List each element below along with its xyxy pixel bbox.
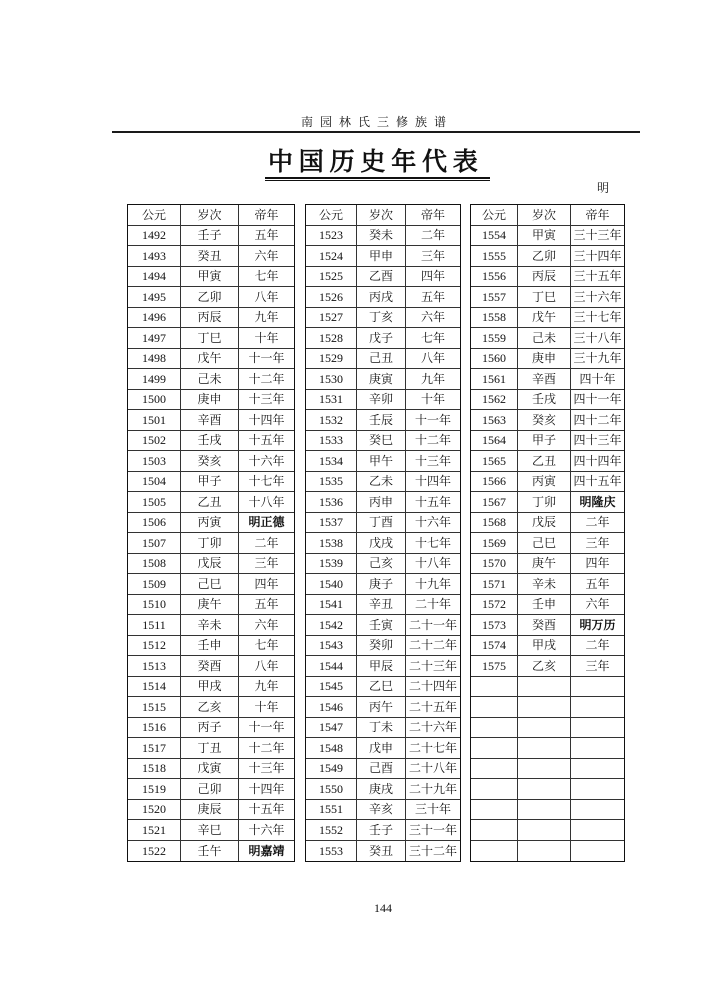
ganzhi-cell: 戊辰: [518, 513, 571, 534]
year-cell: [471, 677, 518, 698]
year-cell: 1501: [128, 410, 181, 431]
reign-cell: 四十年: [571, 369, 624, 390]
reign-cell: 三年: [571, 656, 624, 677]
year-cell: 1534: [306, 451, 357, 472]
year-cell: 1494: [128, 267, 181, 288]
year-cell: 1546: [306, 697, 357, 718]
reign-cell: 十四年: [239, 410, 294, 431]
reign-cell: 三年: [571, 533, 624, 554]
reign-cell: 十六年: [239, 820, 294, 841]
year-cell: 1564: [471, 431, 518, 452]
year-cell: 1524: [306, 246, 357, 267]
reign-cell: 五年: [406, 287, 460, 308]
reign-cell: 十五年: [406, 492, 460, 513]
reign-cell: 四年: [406, 267, 460, 288]
year-cell: 1508: [128, 554, 181, 575]
year-cell: 1556: [471, 267, 518, 288]
year-cell: [471, 718, 518, 739]
ganzhi-cell: 壬子: [357, 820, 406, 841]
year-cell: 1538: [306, 533, 357, 554]
ganzhi-cell: [518, 718, 571, 739]
ganzhi-cell: 壬子: [181, 226, 239, 247]
ganzhi-cell: 壬午: [181, 841, 239, 862]
year-cell: 1537: [306, 513, 357, 534]
ganzhi-cell: 丙寅: [518, 472, 571, 493]
year-cell: 1559: [471, 328, 518, 349]
ganzhi-cell: 丙寅: [181, 513, 239, 534]
ganzhi-cell: 甲子: [181, 472, 239, 493]
ganzhi-cell: 己未: [518, 328, 571, 349]
reign-cell: 三十四年: [571, 246, 624, 267]
ganzhi-cell: [518, 738, 571, 759]
ganzhi-cell: 庚申: [518, 349, 571, 370]
ganzhi-cell: 丁巳: [181, 328, 239, 349]
reign-cell: 二年: [571, 636, 624, 657]
reign-cell: 二十四年: [406, 677, 460, 698]
year-cell: 1531: [306, 390, 357, 411]
reign-cell: [571, 800, 624, 821]
year-cell: 1569: [471, 533, 518, 554]
reign-cell: [571, 779, 624, 800]
reign-cell: 二十二年: [406, 636, 460, 657]
reign-cell: [571, 820, 624, 841]
year-cell: 1567: [471, 492, 518, 513]
reign-cell: 三十八年: [571, 328, 624, 349]
reign-cell: 六年: [571, 595, 624, 616]
year-cell: 1550: [306, 779, 357, 800]
year-column-header: 公元: [306, 205, 357, 226]
year-cell: 1526: [306, 287, 357, 308]
reign-cell: 二十九年: [406, 779, 460, 800]
ganzhi-cell: 丁酉: [357, 513, 406, 534]
reign-cell: 二年: [406, 226, 460, 247]
header-rule: [112, 131, 640, 133]
reign-cell: 四年: [571, 554, 624, 575]
reign-cell: 十一年: [239, 349, 294, 370]
year-cell: 1492: [128, 226, 181, 247]
year-cell: 1545: [306, 677, 357, 698]
reign-cell: 十七年: [406, 533, 460, 554]
year-cell: 1518: [128, 759, 181, 780]
reign-cell: 三十六年: [571, 287, 624, 308]
reign-cell: 十年: [406, 390, 460, 411]
ganzhi-cell: 丁卯: [518, 492, 571, 513]
reign-cell: 十五年: [239, 431, 294, 452]
reign-cell: 七年: [239, 267, 294, 288]
year-cell: 1503: [128, 451, 181, 472]
ganzhi-cell: 丁卯: [181, 533, 239, 554]
ganzhi-cell: 己巳: [181, 574, 239, 595]
reign-cell: 十六年: [239, 451, 294, 472]
reign-cell: 三年: [239, 554, 294, 575]
year-cell: [471, 738, 518, 759]
reign-cell: 十年: [239, 328, 294, 349]
reign-cell: 明隆庆: [571, 492, 624, 513]
ganzhi-cell: 乙丑: [181, 492, 239, 513]
reign-cell: 十八年: [406, 554, 460, 575]
reign-cell: 二十一年: [406, 615, 460, 636]
ganzhi-cell: 癸亥: [181, 451, 239, 472]
ganzhi-cell: 乙亥: [518, 656, 571, 677]
reign-cell: 二十年: [406, 595, 460, 616]
ganzhi-cell: 戊午: [181, 349, 239, 370]
reign-cell: 六年: [239, 615, 294, 636]
reign-cell: 五年: [571, 574, 624, 595]
year-cell: 1500: [128, 390, 181, 411]
dynasty-label: 明: [597, 181, 610, 195]
ganzhi-cell: 乙卯: [181, 287, 239, 308]
reign-column-header: 帝年: [406, 205, 460, 226]
ganzhi-cell: 癸酉: [518, 615, 571, 636]
year-cell: 1521: [128, 820, 181, 841]
year-cell: 1542: [306, 615, 357, 636]
ganzhi-cell: 癸未: [357, 226, 406, 247]
reign-cell: 九年: [406, 369, 460, 390]
year-cell: [471, 800, 518, 821]
ganzhi-cell: 癸丑: [181, 246, 239, 267]
ganzhi-cell: 戊申: [357, 738, 406, 759]
ganzhi-cell: 丁巳: [518, 287, 571, 308]
ganzhi-column-header: 岁次: [181, 205, 239, 226]
reign-cell: 十八年: [239, 492, 294, 513]
reign-cell: 六年: [239, 246, 294, 267]
reign-cell: 明正德: [239, 513, 294, 534]
year-column-header: 公元: [471, 205, 518, 226]
ganzhi-cell: 辛未: [181, 615, 239, 636]
year-cell: 1525: [306, 267, 357, 288]
ganzhi-cell: 庚辰: [181, 800, 239, 821]
ganzhi-cell: 己酉: [357, 759, 406, 780]
year-cell: 1571: [471, 574, 518, 595]
year-cell: 1511: [128, 615, 181, 636]
ganzhi-cell: 己巳: [518, 533, 571, 554]
ganzhi-cell: 壬申: [518, 595, 571, 616]
reign-cell: [571, 759, 624, 780]
year-cell: 1520: [128, 800, 181, 821]
reign-cell: 五年: [239, 226, 294, 247]
year-cell: 1506: [128, 513, 181, 534]
reign-cell: 八年: [239, 656, 294, 677]
year-cell: 1498: [128, 349, 181, 370]
ganzhi-cell: [518, 677, 571, 698]
year-cell: 1575: [471, 656, 518, 677]
ganzhi-cell: 丙辰: [181, 308, 239, 329]
year-cell: 1515: [128, 697, 181, 718]
ganzhi-cell: 戊辰: [181, 554, 239, 575]
reign-cell: 十一年: [406, 410, 460, 431]
reign-cell: 十九年: [406, 574, 460, 595]
ganzhi-cell: 辛亥: [357, 800, 406, 821]
reign-cell: 三年: [406, 246, 460, 267]
ganzhi-cell: 戊戌: [357, 533, 406, 554]
year-cell: 1507: [128, 533, 181, 554]
year-cell: 1563: [471, 410, 518, 431]
year-cell: 1522: [128, 841, 181, 862]
ganzhi-cell: [518, 820, 571, 841]
reign-cell: 三十三年: [571, 226, 624, 247]
year-cell: 1523: [306, 226, 357, 247]
ganzhi-cell: 壬戌: [518, 390, 571, 411]
ganzhi-cell: [518, 800, 571, 821]
reign-cell: 六年: [406, 308, 460, 329]
reign-cell: 三十五年: [571, 267, 624, 288]
year-cell: 1539: [306, 554, 357, 575]
ganzhi-cell: 甲午: [357, 451, 406, 472]
ganzhi-cell: 丙午: [357, 697, 406, 718]
year-cell: 1514: [128, 677, 181, 698]
year-cell: 1547: [306, 718, 357, 739]
reign-cell: 八年: [239, 287, 294, 308]
reign-cell: [571, 677, 624, 698]
ganzhi-cell: 乙卯: [518, 246, 571, 267]
reign-cell: 十三年: [239, 390, 294, 411]
reign-cell: 二十六年: [406, 718, 460, 739]
ganzhi-cell: 丁亥: [357, 308, 406, 329]
year-cell: 1495: [128, 287, 181, 308]
reign-cell: 明万历: [571, 615, 624, 636]
year-cell: 1540: [306, 574, 357, 595]
reign-cell: 四年: [239, 574, 294, 595]
reign-cell: 十一年: [239, 718, 294, 739]
reign-cell: 四十四年: [571, 451, 624, 472]
page-number: 144: [374, 901, 392, 915]
ganzhi-cell: 壬戌: [181, 431, 239, 452]
ganzhi-cell: 辛卯: [357, 390, 406, 411]
ganzhi-cell: [518, 779, 571, 800]
ganzhi-cell: 己丑: [357, 349, 406, 370]
year-cell: [471, 820, 518, 841]
reign-cell: 九年: [239, 677, 294, 698]
reign-cell: 十四年: [239, 779, 294, 800]
reign-cell: 十二年: [239, 738, 294, 759]
chronology-table-3: [470, 204, 625, 862]
reign-cell: [571, 718, 624, 739]
ganzhi-cell: 乙丑: [518, 451, 571, 472]
ganzhi-cell: 庚申: [181, 390, 239, 411]
reign-cell: 二十五年: [406, 697, 460, 718]
chronology-table-1: [127, 204, 295, 862]
year-cell: 1544: [306, 656, 357, 677]
ganzhi-cell: 甲戌: [181, 677, 239, 698]
reign-cell: 十二年: [239, 369, 294, 390]
ganzhi-column-header: 岁次: [518, 205, 571, 226]
year-cell: 1502: [128, 431, 181, 452]
ganzhi-cell: 乙亥: [181, 697, 239, 718]
reign-cell: 九年: [239, 308, 294, 329]
ganzhi-cell: 壬申: [181, 636, 239, 657]
ganzhi-cell: 戊子: [357, 328, 406, 349]
reign-cell: [571, 697, 624, 718]
ganzhi-cell: 癸酉: [181, 656, 239, 677]
ganzhi-column-header: 岁次: [357, 205, 406, 226]
year-cell: 1513: [128, 656, 181, 677]
reign-cell: 三十年: [406, 800, 460, 821]
reign-cell: 十年: [239, 697, 294, 718]
ganzhi-cell: 辛丑: [357, 595, 406, 616]
book-title: 南园林氏三修族谱: [301, 115, 454, 129]
year-cell: 1535: [306, 472, 357, 493]
reign-cell: 十七年: [239, 472, 294, 493]
ganzhi-cell: 丁丑: [181, 738, 239, 759]
year-cell: 1510: [128, 595, 181, 616]
ganzhi-cell: 戊寅: [181, 759, 239, 780]
year-cell: 1562: [471, 390, 518, 411]
ganzhi-cell: 己亥: [357, 554, 406, 575]
year-cell: 1541: [306, 595, 357, 616]
year-cell: 1573: [471, 615, 518, 636]
reign-cell: 三十二年: [408, 843, 457, 858]
reign-cell: 四十二年: [571, 410, 624, 431]
reign-cell: 二十三年: [406, 656, 460, 677]
ganzhi-cell: 癸巳: [357, 431, 406, 452]
ganzhi-cell: 庚寅: [357, 369, 406, 390]
year-cell: 1574: [471, 636, 518, 657]
ganzhi-cell: 庚子: [357, 574, 406, 595]
reign-cell: 十三年: [239, 759, 294, 780]
reign-cell: [571, 738, 624, 759]
year-cell: 1552: [306, 820, 357, 841]
ganzhi-cell: 甲辰: [357, 656, 406, 677]
ganzhi-cell: 甲子: [518, 431, 571, 452]
ganzhi-cell: 壬寅: [357, 615, 406, 636]
year-cell: 1505: [128, 492, 181, 513]
year-cell: 1543: [306, 636, 357, 657]
year-cell: 1548: [306, 738, 357, 759]
reign-cell: 二年: [239, 533, 294, 554]
reign-cell: 三十七年: [571, 308, 624, 329]
reign-cell: 三十九年: [571, 349, 624, 370]
ganzhi-cell: 庚午: [518, 554, 571, 575]
year-cell: 1528: [306, 328, 357, 349]
ganzhi-cell: 丙子: [181, 718, 239, 739]
ganzhi-cell: 乙酉: [357, 267, 406, 288]
year-cell: 1529: [306, 349, 357, 370]
ganzhi-cell: [518, 759, 571, 780]
year-cell: 1493: [128, 246, 181, 267]
ganzhi-cell: 丁未: [357, 718, 406, 739]
year-cell: 1533: [306, 431, 357, 452]
reign-cell: 十五年: [239, 800, 294, 821]
year-cell: 1568: [471, 513, 518, 534]
year-cell: [471, 697, 518, 718]
page-title: 中国历史年代表: [268, 149, 484, 176]
reign-cell: 明嘉靖: [248, 843, 285, 858]
ganzhi-cell: 丙戌: [357, 287, 406, 308]
ganzhi-cell: 辛未: [518, 574, 571, 595]
reign-cell: 三十一年: [406, 820, 460, 841]
reign-cell: 四十一年: [571, 390, 624, 411]
year-cell: 1532: [306, 410, 357, 431]
reign-cell: 二年: [571, 513, 624, 534]
ganzhi-cell: 乙巳: [357, 677, 406, 698]
reign-cell: 五年: [239, 595, 294, 616]
ganzhi-cell: 甲寅: [518, 226, 571, 247]
ganzhi-cell: 癸丑: [357, 841, 406, 862]
year-cell: 1570: [471, 554, 518, 575]
ganzhi-cell: 戊午: [518, 308, 571, 329]
year-cell: 1554: [471, 226, 518, 247]
ganzhi-cell: [518, 697, 571, 718]
year-column-header: 公元: [128, 205, 181, 226]
reign-column-header: 帝年: [239, 205, 294, 226]
year-cell: [471, 779, 518, 800]
reign-cell: 四十五年: [571, 472, 624, 493]
reign-column-header: 帝年: [571, 205, 624, 226]
reign-cell: [571, 841, 624, 862]
year-cell: 1557: [471, 287, 518, 308]
year-cell: 1499: [128, 369, 181, 390]
reign-cell: 二十七年: [406, 738, 460, 759]
ganzhi-cell: 辛酉: [181, 410, 239, 431]
year-cell: 1558: [471, 308, 518, 329]
reign-cell: 二十八年: [406, 759, 460, 780]
ganzhi-cell: 庚午: [181, 595, 239, 616]
year-cell: [471, 759, 518, 780]
year-cell: 1553: [306, 841, 357, 862]
year-cell: 1561: [471, 369, 518, 390]
ganzhi-cell: [518, 841, 571, 862]
reign-cell: 八年: [406, 349, 460, 370]
year-cell: 1560: [471, 349, 518, 370]
ganzhi-cell: 甲寅: [181, 267, 239, 288]
year-cell: 1519: [128, 779, 181, 800]
year-cell: 1517: [128, 738, 181, 759]
year-cell: 1496: [128, 308, 181, 329]
year-cell: 1572: [471, 595, 518, 616]
reign-cell: 十四年: [406, 472, 460, 493]
ganzhi-cell: 甲申: [357, 246, 406, 267]
chronology-table-2: [305, 204, 461, 862]
reign-cell: 十二年: [406, 431, 460, 452]
reign-cell: 十六年: [406, 513, 460, 534]
year-cell: 1527: [306, 308, 357, 329]
ganzhi-cell: 壬辰: [357, 410, 406, 431]
year-cell: 1565: [471, 451, 518, 472]
reign-cell: 七年: [406, 328, 460, 349]
ganzhi-cell: 丙申: [357, 492, 406, 513]
year-cell: 1551: [306, 800, 357, 821]
reign-cell: 四十三年: [571, 431, 624, 452]
ganzhi-cell: 乙未: [357, 472, 406, 493]
year-cell: 1530: [306, 369, 357, 390]
ganzhi-cell: 甲戌: [518, 636, 571, 657]
year-cell: [471, 841, 518, 862]
year-cell: 1555: [471, 246, 518, 267]
ganzhi-cell: 丙辰: [518, 267, 571, 288]
ganzhi-cell: 庚戌: [357, 779, 406, 800]
year-cell: 1516: [128, 718, 181, 739]
ganzhi-cell: 己未: [181, 369, 239, 390]
reign-cell: 七年: [239, 636, 294, 657]
year-cell: 1509: [128, 574, 181, 595]
year-cell: 1504: [128, 472, 181, 493]
ganzhi-cell: 己卯: [181, 779, 239, 800]
year-cell: 1566: [471, 472, 518, 493]
year-cell: 1536: [306, 492, 357, 513]
ganzhi-cell: 辛酉: [518, 369, 571, 390]
year-cell: 1497: [128, 328, 181, 349]
ganzhi-cell: 辛巳: [181, 820, 239, 841]
ganzhi-cell: 癸亥: [518, 410, 571, 431]
title-underline: [265, 177, 490, 181]
reign-cell: 十三年: [406, 451, 460, 472]
ganzhi-cell: 癸卯: [357, 636, 406, 657]
year-cell: 1512: [128, 636, 181, 657]
year-cell: 1549: [306, 759, 357, 780]
